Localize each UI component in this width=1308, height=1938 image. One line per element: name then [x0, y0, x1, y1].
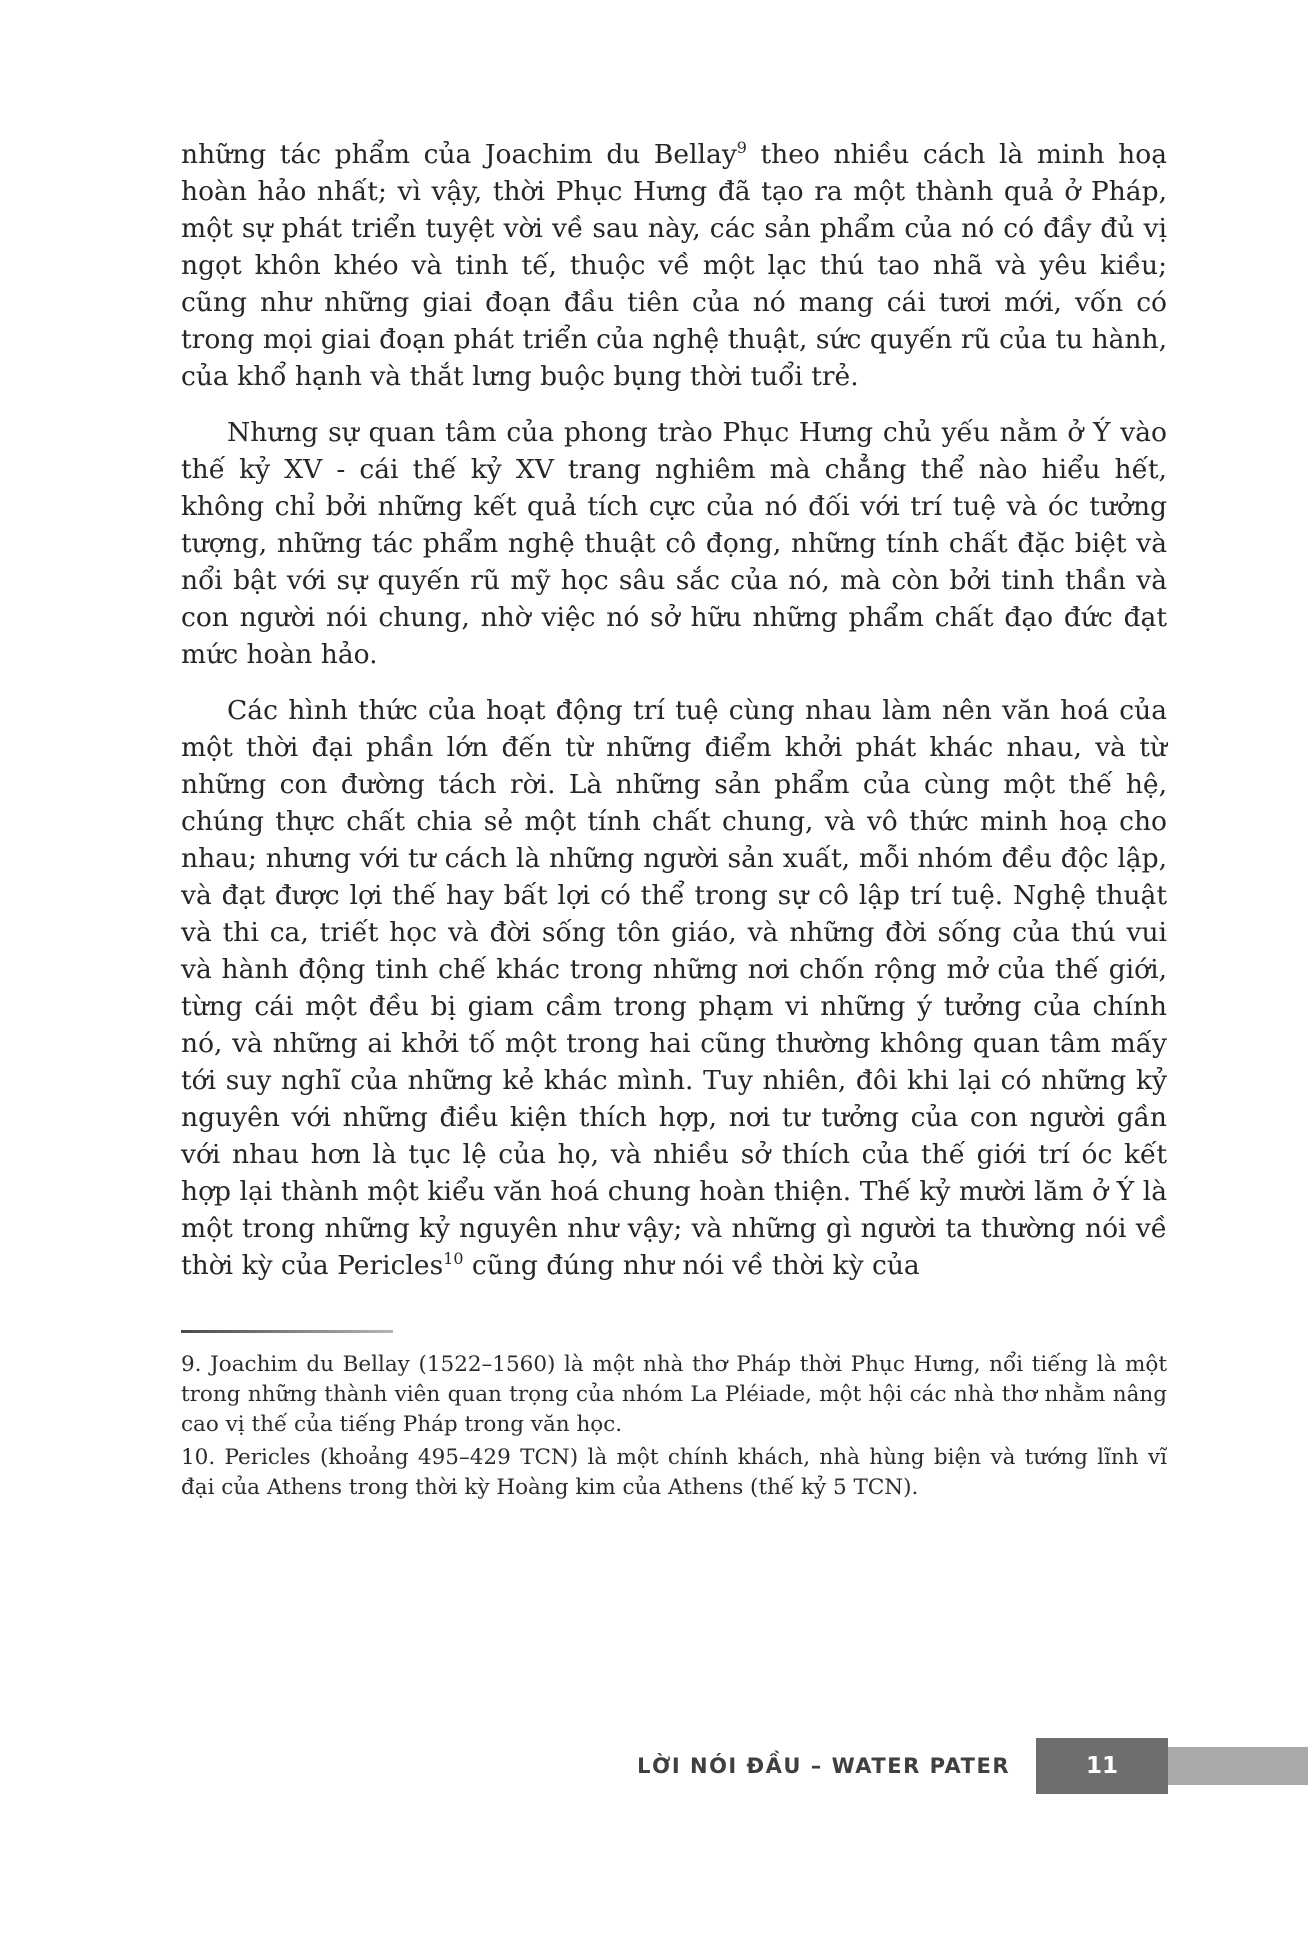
text-column: [181, 136, 1167, 1503]
paragraph-3: [181, 692, 1167, 1284]
page-number: 11: [1085, 1753, 1118, 1779]
footer-decoration-bar: [1168, 1747, 1308, 1785]
footnote-separator: [181, 1330, 393, 1333]
footnote-10: 10. Pericles (khoảng 495–429 TCN) là một chính khách, nhà hùng biện và tướng lĩnh vĩ đại của Athens trong thời kỳ Hoàng kim của Athens (thế kỷ 5 TCN).: [181, 1445, 1167, 1500]
paragraph-3-text-cont: cũng đúng như nói về thời kỳ của: [463, 1250, 920, 1281]
footnote-ref-10: 10: [443, 1249, 464, 1269]
paragraph-2: [181, 414, 1167, 673]
page-number-box: [1036, 1738, 1168, 1794]
paragraph-3-text: Các hình thức của hoạt động trí tuệ cùng nhau làm nên văn hoá của một thời đại phần lớn đến từ những điểm khởi phát khác nhau, và từ những con đường tách rời. Là những sản phẩm của cùng một thế hệ, chúng thực chất chia sẻ một tính chất chung, và vô thức minh hoạ cho nhau; nhưng với tư cách là những người sản xuất, mỗi nhóm đều độc lập, và đạt được lợi thế hay bất lợi có thể trong sự cô lập trí tuệ. Nghệ thuật và thi ca, triết học và đời sống tôn giáo, và những đời sống của thú vui và hành động tinh chế khác trong những nơi chốn rộng mở của thế giới, từng cái một đều bị giam cầm trong phạm vi những ý tưởng của chính nó, và những ai khởi tố một trong hai cũng thường không quan tâm mấy tới suy nghĩ của những kẻ khác mình. Tuy nhiên, đôi khi lại có những kỷ nguyên với những điều kiện thích hợp, nơi tư tưởng của con người gần với nhau hơn là tục lệ của họ, và nhiều sở thích của thế giới trí óc kết hợp lại thành một kiểu văn hoá chung hoàn thiện. Thế kỷ mười lăm ở Ý là một trong những kỷ nguyên như vậy; và những gì người ta thường nói về thời kỳ của Pericles: [181, 695, 1167, 1281]
page-footer: [0, 1738, 1308, 1794]
footnote-ref-9: 9: [736, 138, 747, 158]
running-title: LỜI NÓI ĐẦU – WATER PATER: [637, 1754, 1010, 1778]
paragraph-1: [181, 136, 1167, 395]
paragraph-1-text: những tác phẩm của Joachim du Bellay: [181, 139, 737, 170]
paragraph-1-text-cont: theo nhiều cách là minh hoạ hoàn hảo nhất; vì vậy, thời Phục Hưng đã tạo ra một thành quả ở Pháp, một sự phát triển tuyệt vời về sau này, các sản phẩm của nó có đầy đủ vị ngọt khôn khéo và tinh tế, thuộc về một lạc thú tao nhã và yêu kiều; cũng như những giai đoạn đầu tiên của nó mang cái tươi mới, vốn có trong mọi giai đoạn phát triển của nghệ thuật, sức quyến rũ của tu hành, của khổ hạnh và thắt lưng buộc bụng thời tuổi trẻ.: [181, 139, 1167, 392]
footnote-9: 9. Joachim du Bellay (1522–1560) là một nhà thơ Pháp thời Phục Hưng, nổi tiếng là một trong những thành viên quan trọng của nhóm La Pléiade, một hội các nhà thơ nhằm nâng cao vị thế của tiếng Pháp trong văn học.: [181, 1352, 1167, 1437]
paragraph-2-text: Nhưng sự quan tâm của phong trào Phục Hưng chủ yếu nằm ở Ý vào thế kỷ XV - cái thế kỷ XV trang nghiêm mà chẳng thể nào hiểu hết, không chỉ bởi những kết quả tích cực của nó đối với trí tuệ và óc tưởng tượng, những tác phẩm nghệ thuật cô đọng, những tính chất đặc biệt và nổi bật với sự quyến rũ mỹ học sâu sắc của nó, mà còn bởi tinh thần và con người nói chung, nhờ việc nó sở hữu những phẩm chất đạo đức đạt mức hoàn hảo.: [181, 417, 1167, 670]
